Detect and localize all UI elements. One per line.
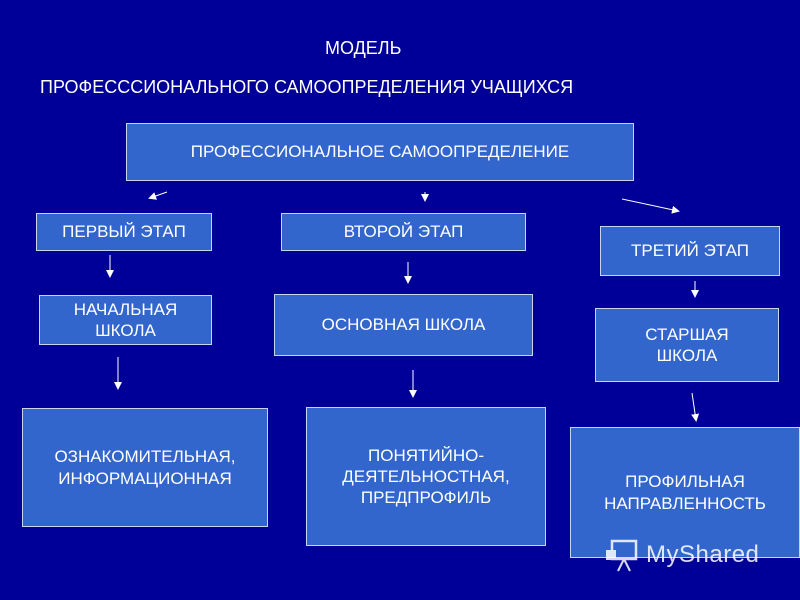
stage-3-box: ТРЕТИЙ ЭТАП [600, 226, 780, 276]
arrow-root-to-stage3 [622, 199, 678, 211]
school-1-box: НАЧАЛЬНАЯ ШКОЛА [39, 295, 212, 345]
result-2-box: ПОНЯТИЙНО- ДЕЯТЕЛЬНОСТНАЯ, ПРЕДПРОФИЛЬ [306, 407, 546, 546]
presentation-board-icon [604, 538, 640, 572]
stage-2-box: ВТОРОЙ ЭТАП [281, 213, 526, 251]
watermark-text: MyShared [646, 541, 760, 568]
myshared-watermark [604, 535, 784, 575]
diagram-title-line1: МОДЕЛЬ [325, 38, 402, 58]
root-box: ПРОФЕССИОНАЛЬНОЕ САМООПРЕДЕЛЕНИЕ [126, 123, 634, 181]
result-1-box: ОЗНАКОМИТЕЛЬНАЯ, ИНФОРМАЦИОННАЯ [22, 408, 268, 527]
arrow-root-to-stage1 [150, 192, 167, 198]
stage-1-box: ПЕРВЫЙ ЭТАП [36, 213, 212, 251]
school-2-box: ОСНОВНАЯ ШКОЛА [274, 294, 533, 356]
result-3-box: ПРОФИЛЬНАЯ НАПРАВЛЕННОСТЬ [570, 427, 800, 558]
arrow-school3-to-result3 [692, 393, 696, 420]
diagram-title-line2: ПРОФЕСССИОНАЛЬНОГО САМООПРЕДЕЛЕНИЯ УЧАЩИХСЯ [40, 77, 574, 97]
school-3-box: СТАРШАЯ ШКОЛА [595, 308, 779, 382]
